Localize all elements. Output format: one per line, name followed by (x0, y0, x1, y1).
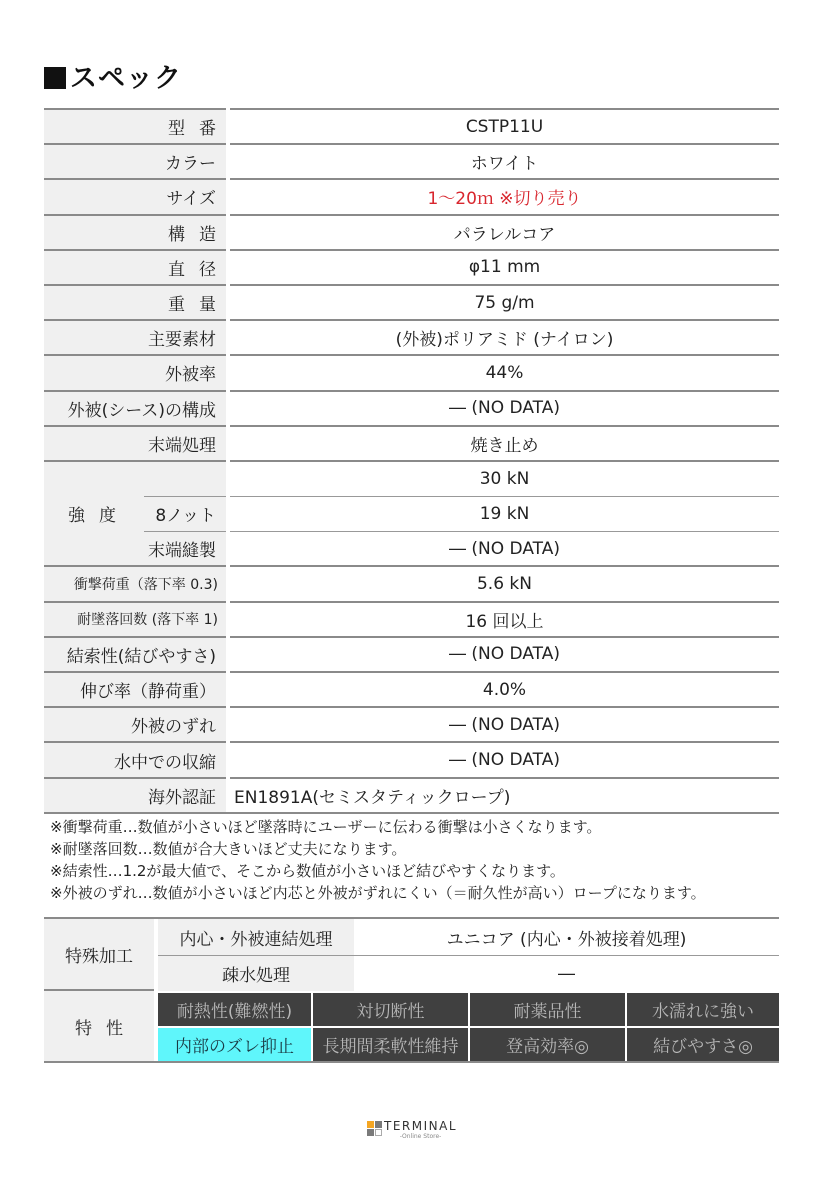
feature-badge: 登高効率◎ (470, 1028, 625, 1061)
row-label: 水中での収縮 (44, 741, 226, 776)
row-value: ホワイト (230, 143, 779, 178)
row-value: (外被)ポリアミド (ナイロン) (230, 319, 779, 354)
special-value: ― (354, 955, 779, 991)
row-value: 75 g/m (230, 284, 779, 319)
spec-row-structure (44, 214, 779, 249)
row-label: 外被のずれ (44, 706, 226, 741)
row-label (44, 284, 230, 319)
label-text: 型番 (168, 119, 230, 140)
row-value: 44% (230, 354, 779, 389)
label-text: 直径 (168, 259, 230, 280)
feature-badge: 長期間柔軟性維持 (313, 1028, 468, 1061)
footnote: ※衝撃荷重…数値が小さいほど墜落時にユーザーに伝わる衝撃は小さくなります。 (50, 818, 602, 836)
strength-sub-label: 8ノット (144, 496, 226, 531)
strength-value: 30 kN (230, 460, 779, 496)
special-processing-label: 特殊加工 (44, 919, 154, 991)
row-label (44, 249, 230, 284)
strength-value: ― (NO DATA) (230, 531, 779, 566)
spec-row-weight (44, 284, 779, 319)
row-label: 末端処理 (44, 425, 226, 460)
spec-row-elongation (44, 671, 779, 706)
row-value: 1～20ｍ ※切り売り (230, 178, 779, 213)
row-label: 結索性(結びやすさ) (44, 636, 226, 671)
spec-row-shrinkage (44, 741, 779, 776)
special-value: ユニコア (内心・外被接着処理) (446, 929, 687, 950)
row-value: ― (NO DATA) (230, 390, 779, 425)
row-value: ― (NO DATA) (230, 741, 779, 776)
feature-badge: 耐薬品性 (470, 993, 625, 1026)
footnote: ※外被のずれ…数値が小さいほど内芯と外被がずれにくい（＝耐久性が高い）ロープになります。 (50, 884, 706, 902)
spec-row-sheath-ratio (44, 354, 779, 389)
row-label: 外被(シース)の構成 (44, 390, 226, 425)
row-value: 焼き止め (230, 425, 779, 460)
row-label: 伸び率（静荷重） (44, 671, 226, 706)
row-label: 海外認証 (44, 777, 226, 812)
spec-row-strength (44, 460, 779, 566)
row-label: 耐墜落回数 (落下率 1) (44, 601, 226, 636)
footnote: ※結索性…1.2が最大値で、そこから数値が小さいほど結びやすくなります。 (50, 862, 565, 880)
strength-label-group (44, 460, 226, 566)
spec-row-material (44, 319, 779, 354)
special-key: 内心・外被連結処理 (158, 919, 354, 955)
spec-row-impact-force (44, 565, 779, 600)
label-text: 重量 (168, 295, 230, 316)
characteristics-row (44, 991, 779, 1063)
spec-row-sheath-construction (44, 390, 779, 425)
spec-row-diameter (44, 249, 779, 284)
label-text: 構造 (168, 224, 230, 245)
strength-sub-label (144, 462, 226, 496)
footnote: ※耐墜落回数…数値が合大きいほど丈夫になります。 (50, 840, 407, 858)
row-value: パラレルコア (230, 214, 779, 249)
spec-row-color (44, 143, 779, 178)
title-text: スペック (70, 63, 182, 94)
spec-row-certification (44, 777, 779, 812)
row-label (44, 214, 230, 249)
row-label: サイズ (44, 178, 226, 213)
row-label: カラー (44, 143, 226, 178)
row-value: ― (NO DATA) (230, 636, 779, 671)
strength-label: 強度 (68, 506, 130, 527)
special-key: 疎水処理 (158, 955, 354, 991)
logo-squares-icon (367, 1121, 382, 1136)
row-label (44, 108, 230, 143)
logo-subtitle: -Online Store- (399, 1133, 442, 1140)
logo-brand: TERMINAL (384, 1119, 458, 1133)
spec-row-size (44, 178, 779, 213)
spec-row-knotability (44, 636, 779, 671)
square-bullet-icon (44, 67, 66, 89)
feature-badge: 耐熱性(難燃性) (158, 993, 311, 1026)
features-table (44, 917, 779, 1063)
row-value: 4.0% (230, 671, 779, 706)
row-value: EN1891A(セミスタティックロープ) (230, 777, 779, 812)
row-value: CSTP11U (230, 108, 779, 143)
page-title (44, 56, 182, 95)
row-value: 16 回以上 (230, 601, 779, 636)
characteristics-label: 特性 (44, 991, 154, 1061)
feature-badge: 対切断性 (313, 993, 468, 1026)
row-label: 外被率 (44, 354, 226, 389)
row-label: 衝撃荷重（落下率 0.3) (44, 565, 226, 600)
spec-table (44, 108, 779, 814)
row-value: φ11 mm (230, 249, 779, 284)
feature-badge: 結びやすさ◎ (627, 1028, 779, 1061)
row-value: 5.6 kN (230, 565, 779, 600)
spec-row-sheath-slippage (44, 706, 779, 741)
feature-badge: 水濡れに強い (627, 993, 779, 1026)
terminal-logo (367, 1120, 457, 1140)
strength-sub-label: 末端縫製 (144, 531, 226, 566)
row-label: 主要素材 (44, 319, 226, 354)
strength-value: 19 kN (230, 496, 779, 531)
spec-row-model (44, 108, 779, 143)
feature-badge-active: 内部のズレ抑止 (158, 1028, 311, 1061)
spec-row-falls (44, 601, 779, 636)
spec-row-end-treatment (44, 425, 779, 460)
special-processing-row (44, 919, 779, 991)
footnotes (50, 816, 706, 904)
row-value: ― (NO DATA) (230, 706, 779, 741)
